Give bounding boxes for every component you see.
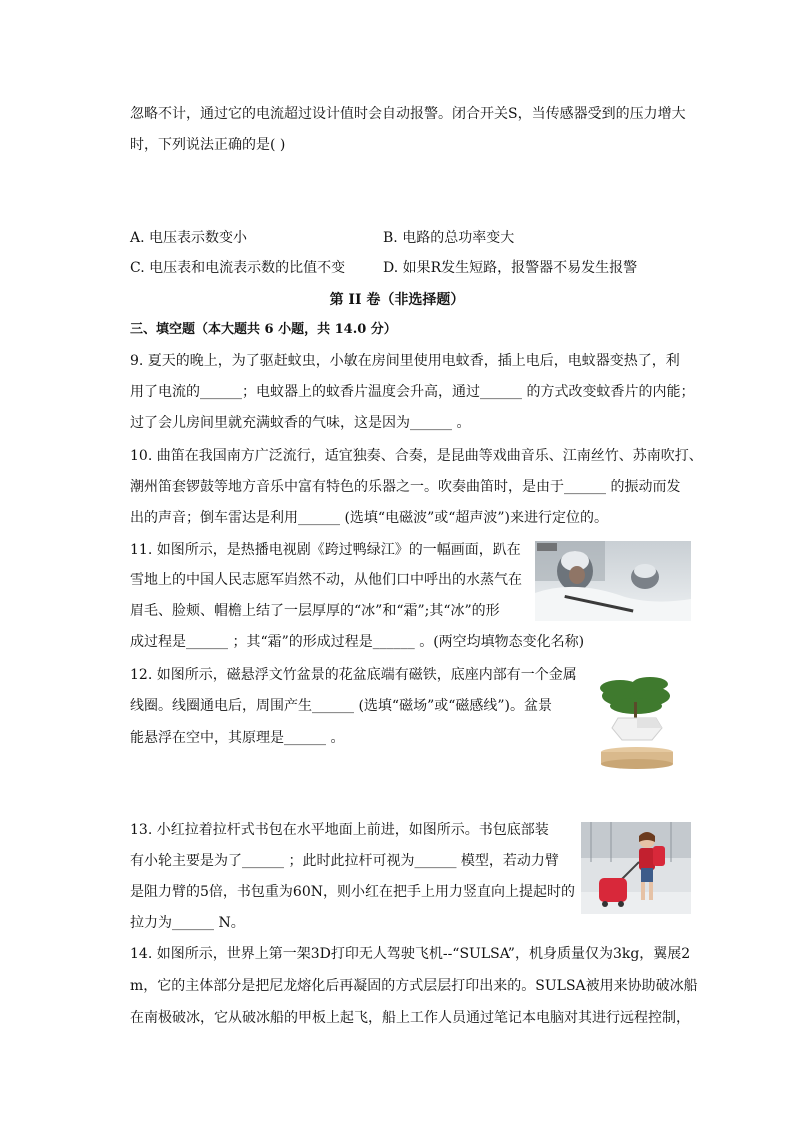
q14-line-2: m，它的主体部分是把尼龙熔化后再凝固的方式层层打印出来的。SULSA被用来协助破冰船 [130, 978, 698, 994]
snow-soldiers-illustration [535, 541, 691, 621]
q14-line-3: 在南极破冰，它从破冰船的甲板上起飞，船上工作人员通过笔记本电脑对其进行远程控制， [130, 1010, 690, 1026]
q13-line-1: 13. 小红拉着拉杆式书包在水平地面上前进，如图所示。书包底部装 [130, 822, 549, 838]
q8-line-1: 忽略不计，通过它的电流超过设计值时会自动报警。闭合开关S，当传感器受到的压力增大 [130, 106, 686, 122]
q14-line-1: 14. 如图所示，世界上第一架3D打印无人驾驶飞机--“SULSA”，机身质量仅为3kg，翼展2 [130, 946, 691, 962]
q10-line-2: 潮州笛套锣鼓等地方音乐中富有特色的乐器之一。吹奏曲笛时，是由于______ 的振动而发 [130, 479, 681, 495]
q8-option-a: A. 电压表示数变小 [130, 230, 248, 246]
q13-line-2: 有小轮主要是为了______ ；此时此拉杆可视为______ 模型，若动力臂 [130, 853, 559, 869]
q13-girl-trolley-bag-image [581, 822, 691, 914]
section3-heading: 三、填空题（本大题共 6 小题，共 14.0 分） [130, 322, 397, 337]
q11-tv-still-image [535, 541, 691, 621]
q11-line-2: 雪地上的中国人民志愿军岿然不动，从他们口中呼出的水蒸气在 [130, 572, 522, 588]
q9-line-3: 过了会儿房间里就充满蚊香的气味，这是因为______ 。 [130, 415, 471, 431]
q12-maglev-bonsai-image [584, 666, 690, 778]
maglev-bonsai-illustration [584, 666, 690, 778]
girl-trolley-illustration [581, 822, 691, 914]
q9-line-1: 9. 夏天的晚上，为了驱赶蚊虫，小敏在房间里使用电蚊香，插上电后，电蚊器变热了，利 [130, 353, 680, 369]
q11-line-4: 成过程是______ ；其“霜”的形成过程是______ 。(两空均填物态变化名称) [130, 634, 585, 650]
q12-line-2: 线圈。线圈通电后，周围产生______ (选填“磁场”或“磁感线”)。盆景 [130, 698, 553, 714]
q12-line-1: 12. 如图所示，磁悬浮文竹盆景的花盆底端有磁铁，底座内部有一个金属 [130, 667, 577, 683]
q12-line-3: 能悬浮在空中，其原理是______ 。 [130, 730, 345, 746]
q13-line-3: 是阻力臂的5倍，书包重为60N，则小红在把手上用力竖直向上提起时的 [130, 884, 575, 900]
q8-line-2: 时，下列说法正确的是( ) [130, 137, 286, 153]
q10-line-1: 10. 曲笛在我国南方广泛流行，适宜独奏、合奏，是昆曲等戏曲音乐、江南丝竹、苏南吹打、 [130, 448, 703, 464]
q11-line-1: 11. 如图所示，是热播电视剧《跨过鸭绿江》的一幅画面，趴在 [130, 542, 521, 558]
q8-option-c: C. 电压表和电流表示数的比值不变 [130, 260, 346, 276]
q13-line-4: 拉力为______ N。 [130, 915, 245, 931]
q10-line-3: 出的声音；倒车雷达是利用______ (选填“电磁波”或“超声波”)来进行定位的。 [130, 510, 609, 526]
q11-line-3: 眉毛、脸颊、帽檐上结了一层厚厚的“冰”和“霜”;其“冰”的形 [130, 603, 500, 619]
q8-option-d: D. 如果R发生短路，报警器不易发生报警 [383, 260, 638, 276]
q9-line-2: 用了电流的______；电蚊器上的蚊香片温度会升高，通过______ 的方式改变蚊香片的内能； [130, 384, 695, 400]
part2-title: 第 II 卷（非选择题） [329, 292, 465, 308]
q8-option-b: B. 电路的总功率变大 [383, 230, 515, 246]
